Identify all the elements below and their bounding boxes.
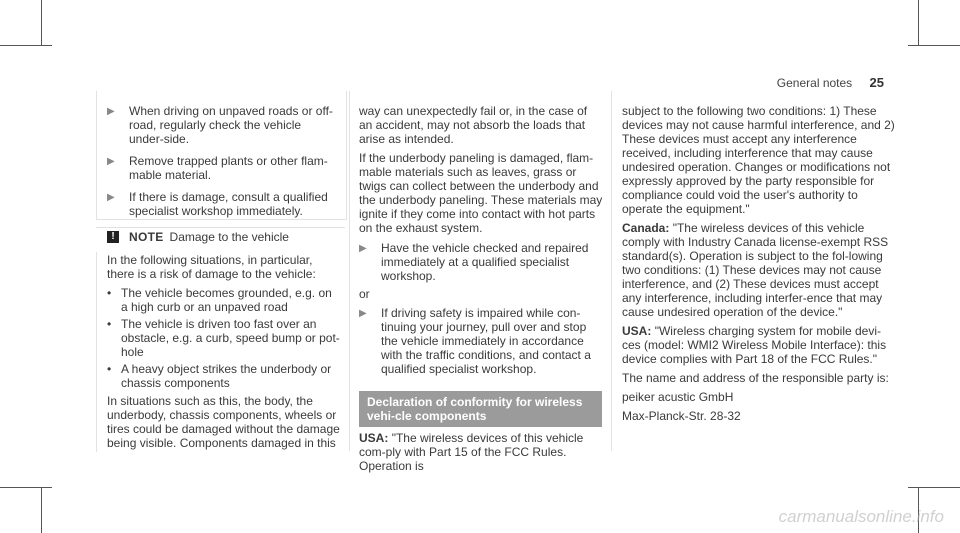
paragraph: [622, 324, 898, 366]
crop-mark: [41, 0, 42, 46]
step-text: If driving safety is impaired while con-tinuing your journey, pull over and stop the vehicle immediately in accordance with the traffic conditions, and contact a qualified specialist workshop.: [381, 306, 591, 376]
step-text: Remove trapped plants or other flam-mable material.: [129, 154, 328, 182]
bullet-icon: [107, 317, 121, 359]
step-text: If there is damage, consult a qualified specialist workshop immediately.: [129, 190, 328, 218]
list-item-text: The vehicle becomes grounded, e.g. on a high curb or an unpaved road: [121, 286, 332, 314]
step-text: Have the vehicle checked and repaired immediately at a qualified specialist workshop.: [381, 241, 589, 283]
column-1-note: [107, 230, 341, 455]
page-number: 25: [869, 75, 884, 90]
usa-text: "The wireless devices of this vehicle com-ply with Part 15 of the FCC Rules. Operation is: [359, 431, 584, 473]
section-heading: Declaration of conformity for wireless vehi-cle components: [359, 391, 602, 427]
paragraph: If the underbody paneling is damaged, flam-mable materials such as leaves, grass or twigs can collect between the underbody and the underbody paneling. These materials may ignite if they come into contact with hot parts on the exhaust system.: [359, 151, 603, 235]
crop-mark: [908, 45, 960, 46]
list-item: [107, 362, 341, 390]
column-divider: [96, 252, 97, 452]
arrow-right-icon: [359, 241, 381, 283]
or-text: or: [359, 287, 370, 301]
bullet-icon: [107, 362, 121, 390]
action-step: [107, 154, 339, 182]
paragraph: The name and address of the responsible party is:: [622, 371, 889, 385]
bullet-list: [107, 286, 341, 390]
action-step: [359, 241, 603, 283]
column-3: [622, 104, 898, 428]
column-divider: [349, 91, 350, 451]
exclamation-icon: !: [107, 231, 119, 243]
note-title: Damage to the vehicle: [169, 230, 289, 244]
column-2: [359, 104, 603, 384]
list-item: [107, 317, 341, 359]
usa-text: "Wireless charging system for mobile devi-ces (model: WMI2 Wireless Mobile Interface): this device complies with Part 18 of the FCC Rules.": [622, 324, 887, 366]
crop-mark: [908, 487, 960, 488]
column-2-bottom: [359, 431, 603, 478]
company-name: peiker acustic GmbH: [622, 390, 734, 404]
list-item-text: The vehicle is driven too fast over an obstacle, e.g. a curb, speed bump or pot-hole: [121, 317, 340, 359]
section-title: General notes: [776, 76, 853, 90]
arrow-right-icon: [359, 306, 381, 376]
arrow-right-icon: [107, 190, 129, 218]
usa-label: USA:: [622, 324, 652, 338]
paragraph: way can unexpectedly fail or, in the case of an accident, may not absorb the loads that arise as intended.: [359, 104, 588, 146]
watermark: carmanualsonline.info: [778, 507, 944, 526]
note-keyword: NOTE: [129, 230, 164, 244]
canada-text: "The wireless devices of this vehicle comply with Industry Canada license-exempt RSS standard(s). Operation is subject to the fol-lowing two conditions: (1) These devices may not cause interference, and (2) These devices must accept any interference, including interfer-ence that may cause undesired operation of the device.": [622, 221, 889, 319]
action-step: [359, 306, 603, 376]
crop-mark: [0, 45, 52, 46]
crop-mark: [918, 0, 919, 46]
page-header: [777, 75, 884, 90]
usa-label: USA:: [359, 431, 389, 445]
canada-label: Canada:: [622, 221, 670, 235]
paragraph: [622, 221, 898, 319]
address: Max-Planck-Str. 28-32: [622, 409, 741, 423]
divider: [96, 227, 345, 228]
paragraph: subject to the following two conditions: 1) These devices may not cause harmful interference, and 2) These devices must accept any interference received, including interference that may cause undesired operation. Changes or modifications not expressly approved by the party responsible for compliance could void the user's authority to operate the equipment.": [622, 104, 895, 216]
crop-mark: [41, 487, 42, 533]
action-step: [107, 104, 339, 146]
action-step: [107, 190, 339, 218]
column-1-top: [107, 104, 339, 226]
paragraph: [359, 431, 603, 473]
crop-mark: [0, 487, 52, 488]
column-divider: [611, 91, 612, 451]
list-item-text: A heavy object strikes the underbody or chassis components: [121, 362, 332, 390]
paragraph: In situations such as this, the body, the underbody, chassis components, wheels or tires could be damaged without the damage being visible. Components damaged in this: [107, 394, 340, 450]
arrow-right-icon: [107, 154, 129, 182]
step-text: When driving on unpaved roads or off-road, regularly check the vehicle under-side.: [129, 104, 333, 146]
paragraph: In the following situations, in particular, there is a risk of damage to the vehicle:: [107, 253, 316, 281]
bullet-icon: [107, 286, 121, 314]
arrow-right-icon: [107, 104, 129, 146]
list-item: [107, 286, 341, 314]
note-heading: [107, 230, 341, 244]
